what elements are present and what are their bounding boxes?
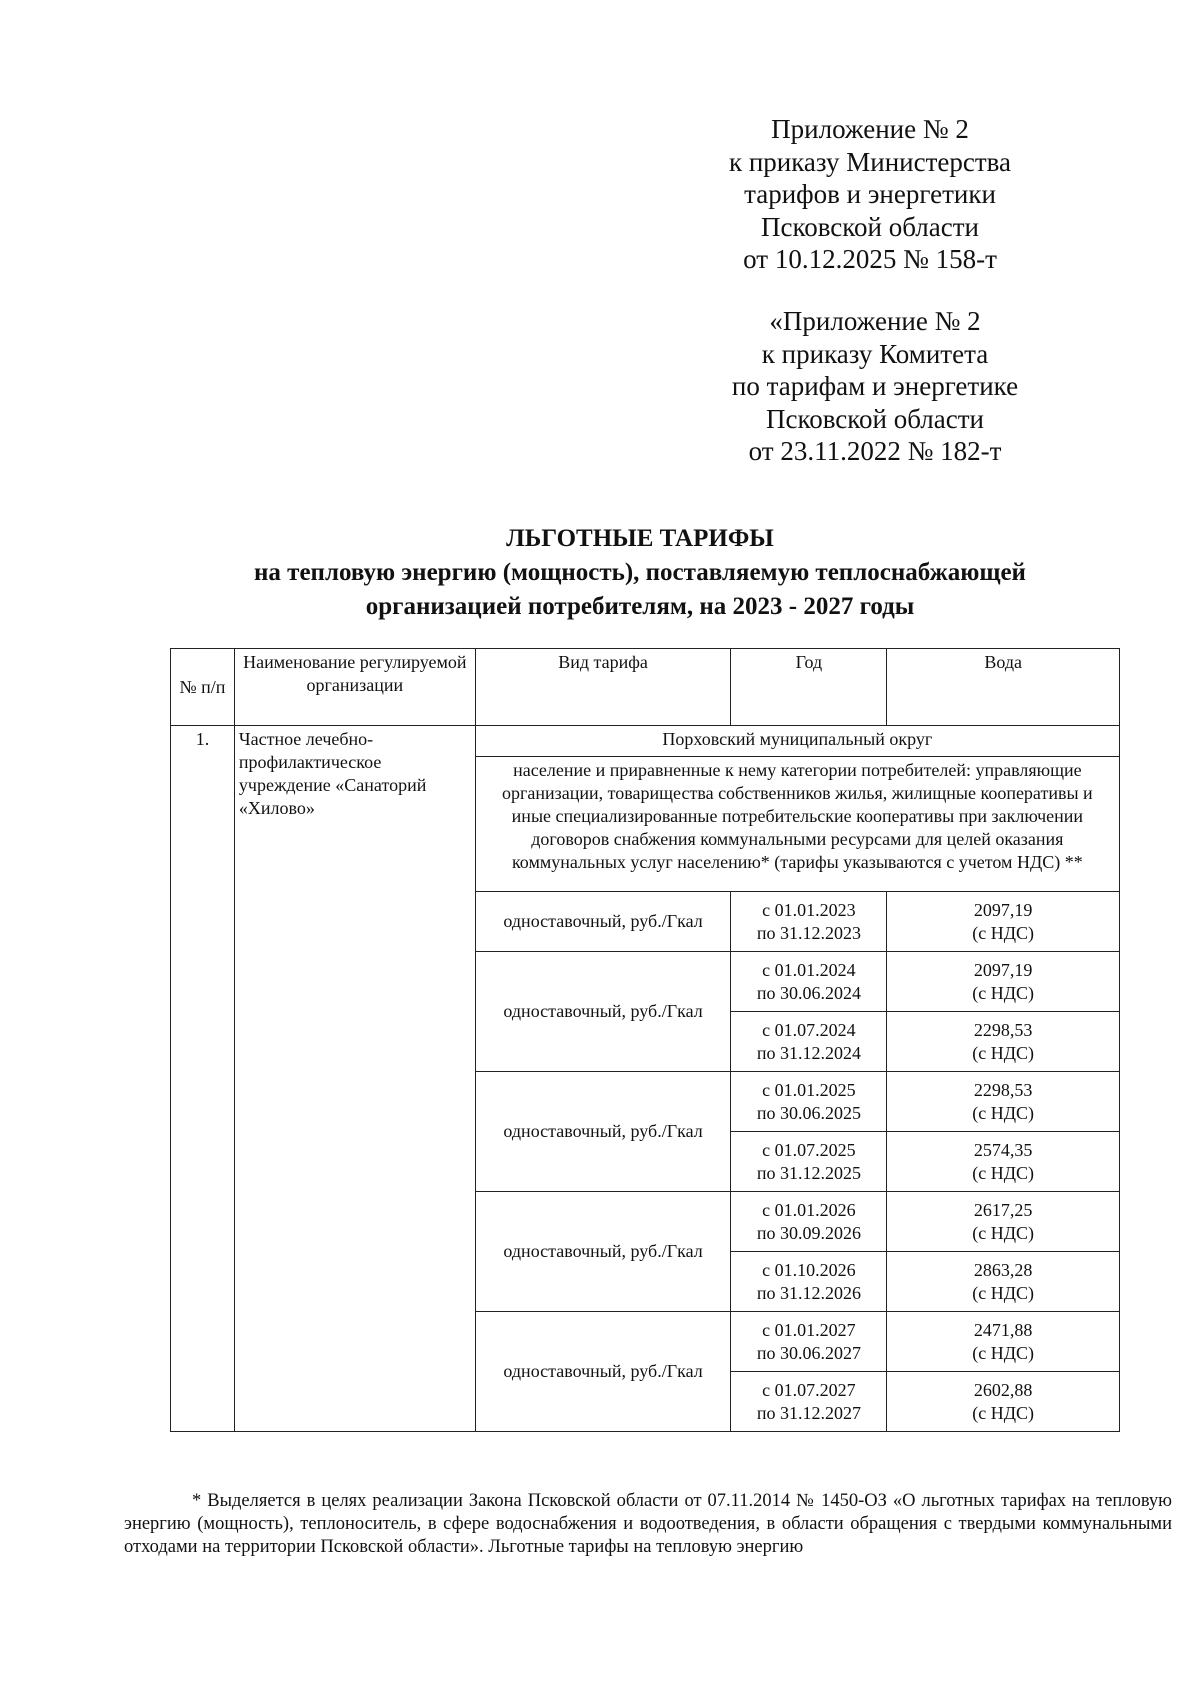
period-from: с 01.01.2027 — [762, 1319, 856, 1340]
appendix-line: Приложение № 2 — [771, 114, 969, 144]
vat-note: (с НДС) — [972, 1222, 1035, 1243]
period-to: по 30.06.2027 — [756, 1342, 861, 1363]
appendix-current-header — [700, 113, 1040, 276]
appendix-line: к приказу Комитета — [761, 338, 989, 369]
period-from: с 01.07.2024 — [762, 1019, 856, 1040]
vat-note: (с НДС) — [972, 1162, 1035, 1183]
tariff-table — [170, 648, 1120, 1432]
organization-name: Частное лечебно-профилактическое учреждение «Санаторий «Хилово» — [234, 726, 475, 1432]
appendix-line: от 10.12.2025 № 158-т — [743, 244, 997, 274]
tariff-value-cell — [887, 892, 1120, 952]
tariff-type: одноставочный, руб./Гкал — [475, 1072, 731, 1192]
tariff-value-cell — [887, 952, 1120, 1012]
tariff-value-cell — [887, 1192, 1120, 1252]
period-to: по 31.12.2027 — [756, 1402, 861, 1423]
header-year: Год — [731, 649, 887, 726]
tariff-value: 2097,19 — [973, 899, 1033, 920]
appendix-line: тарифов и энергетики — [744, 179, 996, 209]
header-water: Вода — [887, 649, 1120, 726]
district-row — [171, 726, 1120, 757]
period-from: с 01.01.2026 — [762, 1199, 856, 1220]
period-to: по 31.12.2024 — [756, 1042, 861, 1063]
tariff-type: одноставочный, руб./Гкал — [475, 892, 731, 952]
period-to: по 30.06.2024 — [756, 982, 861, 1003]
period-to: по 30.09.2026 — [756, 1222, 861, 1243]
tariff-value-cell — [887, 1312, 1120, 1372]
period-from: с 01.01.2023 — [762, 899, 856, 920]
period-cell — [731, 1252, 887, 1312]
period-cell — [731, 952, 887, 1012]
tariff-value: 2617,25 — [973, 1199, 1033, 1220]
footnote — [124, 1490, 1172, 1559]
vat-note: (с НДС) — [972, 1042, 1035, 1063]
appendix-original-header — [705, 305, 1045, 468]
tariff-value: 2574,35 — [973, 1139, 1033, 1160]
header-org: Наименование регулируемой организации — [234, 649, 475, 726]
appendix-line: Псковской области — [760, 211, 979, 242]
period-to: по 31.12.2025 — [756, 1162, 861, 1183]
tariff-value: 2298,53 — [973, 1019, 1033, 1040]
vat-note: (с НДС) — [972, 1102, 1035, 1123]
row-number: 1. — [171, 726, 235, 1432]
tariff-value-cell — [887, 1012, 1120, 1072]
period-cell — [731, 1312, 887, 1372]
period-from: с 01.01.2025 — [762, 1079, 856, 1100]
period-cell — [731, 1012, 887, 1072]
period-to: по 31.12.2023 — [756, 922, 861, 943]
document-title — [150, 522, 1130, 624]
tariff-value-cell — [887, 1372, 1120, 1432]
vat-note: (с НДС) — [972, 1342, 1035, 1363]
consumer-category: население и приравненные к нему категории потребителей: управляющие организации, товарищества собственников жилья, жилищные кооперативы и иные специализированные потребительские кооперативы при заключении договоров снабжения коммунальными ресурсами для целей оказания коммунальных услуг населению* (тарифы указываются с учетом НДС) ** — [475, 757, 1119, 892]
title-line-3: организацией потребителям, на 2023 - 2027 годы — [365, 593, 915, 620]
period-from: с 01.10.2026 — [762, 1259, 856, 1280]
tariff-type: одноставочный, руб./Гкал — [475, 952, 731, 1072]
tariff-value: 2097,19 — [973, 959, 1033, 980]
appendix-line: по тарифам и энергетике — [731, 371, 1019, 401]
period-from: с 01.07.2027 — [762, 1379, 856, 1400]
period-to: по 31.12.2026 — [756, 1282, 861, 1303]
vat-note: (с НДС) — [972, 982, 1035, 1003]
appendix-line: к приказу Министерства — [728, 146, 1012, 177]
district-name: Порховский муниципальный округ — [475, 726, 1119, 757]
tariff-value-cell — [887, 1132, 1120, 1192]
tariff-value: 2602,88 — [973, 1379, 1033, 1400]
tariff-value: 2471,88 — [973, 1319, 1033, 1340]
period-from: с 01.01.2024 — [762, 959, 856, 980]
appendix-line: Псковской области — [765, 403, 984, 434]
period-cell — [731, 892, 887, 952]
period-cell — [731, 1072, 887, 1132]
vat-note: (с НДС) — [972, 1402, 1035, 1423]
vat-note: (с НДС) — [972, 1282, 1035, 1303]
tariff-type: одноставочный, руб./Гкал — [475, 1192, 731, 1312]
title-line-2: на тепловую энергию (мощность), поставляемую теплоснабжающей — [254, 559, 1026, 586]
header-type: Вид тарифа — [475, 649, 731, 726]
appendix-line: «Приложение № 2 — [769, 306, 981, 336]
period-cell — [731, 1132, 887, 1192]
tariff-type: одноставочный, руб./Гкал — [475, 1312, 731, 1432]
tariff-value: 2298,53 — [973, 1079, 1033, 1100]
period-from: с 01.07.2025 — [762, 1139, 856, 1160]
title-line-1: ЛЬГОТНЫЕ ТАРИФЫ — [506, 525, 774, 552]
footnote-text: * Выделяется в целях реализации Закона Псковской области от 07.11.2014 № 1450-ОЗ «О льготных тарифах на тепловую энергию (мощность), теплоноситель, в сфере водоснабжения и водоотведения, в области обращения с твердыми коммунальными отходами на территории Псковской области». Льготные тарифы на тепловую энергию — [124, 1491, 1172, 1557]
period-cell — [731, 1192, 887, 1252]
period-to: по 30.06.2025 — [756, 1102, 861, 1123]
appendix-line: от 23.11.2022 № 182-т — [748, 436, 1002, 466]
table-header-row — [171, 649, 1120, 726]
tariff-value-cell — [887, 1072, 1120, 1132]
tariff-value: 2863,28 — [973, 1259, 1033, 1280]
header-no: № п/п — [171, 649, 235, 726]
vat-note: (с НДС) — [972, 922, 1035, 943]
tariff-value-cell — [887, 1252, 1120, 1312]
period-cell — [731, 1372, 887, 1432]
